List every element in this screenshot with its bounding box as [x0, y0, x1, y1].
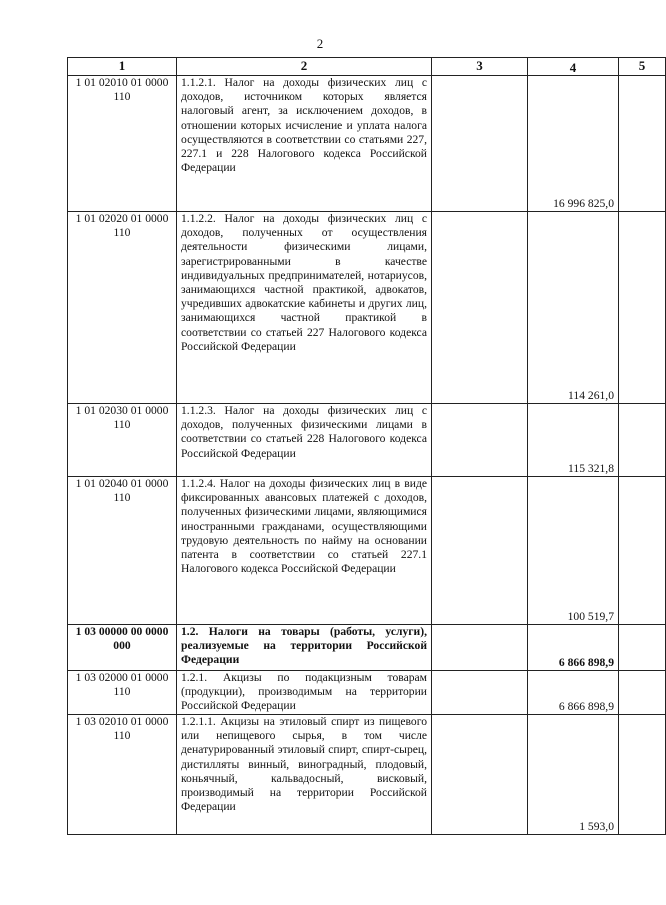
row-col3 — [432, 671, 528, 715]
row-amount: 16 996 825,0 — [528, 76, 619, 212]
row-code: 1 01 02040 01 0000 110 — [68, 477, 177, 625]
row-code: 1 03 02000 01 0000 110 — [68, 671, 177, 715]
budget-table — [67, 57, 666, 835]
row-amount: 6 866 898,9 — [528, 671, 619, 715]
header-col-2: 2 — [177, 58, 432, 76]
header-col-4: 4 — [528, 58, 619, 76]
table-row — [68, 671, 666, 715]
row-col5 — [619, 404, 666, 477]
row-col5 — [619, 477, 666, 625]
row-code: 1 01 02010 01 0000 110 — [68, 76, 177, 212]
row-description: 1.1.2.2. Налог на доходы физических лиц с доходов, полученных от осуществления деятельности физическими лицами, зарегистрированными в качестве индивидуальных предпринимателей, нотариусов, занимающихся частной практикой, адвокатов, учредивших адвокатские кабинеты и других лиц, занимающихся частной практикой в соответствии со статьей 227 Налогового кодекса Российской Федерации — [177, 212, 432, 404]
table-row — [68, 404, 666, 477]
row-col3 — [432, 404, 528, 477]
row-amount: 1 593,0 — [528, 715, 619, 835]
row-description: 1.1.2.1. Налог на доходы физических лиц с доходов, источником которых является налоговый агент, за исключением доходов, в отношении которых исчисление и уплата налога осуществляются в соответствии со статьями 227, 227.1 и 228 Налогового кодекса Российской Федерации — [177, 76, 432, 212]
row-description: 1.2.1.1. Акцизы на этиловый спирт из пищевого или непищевого сырья, в том числе денатурированный этиловый спирт, спирт-сырец, дистилляты винный, виноградный, плодовый, коньячный, кальвадосный, висковый, производимый на территории Российской Федерации — [177, 715, 432, 835]
row-col5 — [619, 76, 666, 212]
row-col3 — [432, 212, 528, 404]
row-amount: 114 261,0 — [528, 212, 619, 404]
row-col5 — [619, 715, 666, 835]
row-description: 1.1.2.4. Налог на доходы физических лиц в виде фиксированных авансовых платежей с доходов, полученных физическими лицами, являющимися иностранными гражданами, осуществляющими трудовую деятельность по найму на основании патента в соответствии со статьей 227.1 Налогового кодекса Российской Федерации — [177, 477, 432, 625]
table-row — [68, 76, 666, 212]
row-col3 — [432, 715, 528, 835]
row-code: 1 01 02020 01 0000 110 — [68, 212, 177, 404]
row-amount: 115 321,8 — [528, 404, 619, 477]
row-code: 1 03 00000 00 0000 000 — [68, 625, 177, 671]
table-row — [68, 477, 666, 625]
row-col3 — [432, 625, 528, 671]
page-number: 2 — [316, 36, 324, 51]
row-col5 — [619, 625, 666, 671]
row-col3 — [432, 477, 528, 625]
row-description: 1.2. Налоги на товары (работы, услуги), реализуемые на территории Российской Федерации — [177, 625, 432, 671]
header-col-1: 1 — [68, 58, 177, 76]
row-amount: 100 519,7 — [528, 477, 619, 625]
table-row — [68, 715, 666, 835]
row-col5 — [619, 212, 666, 404]
row-amount: 6 866 898,9 — [528, 625, 619, 671]
row-code: 1 01 02030 01 0000 110 — [68, 404, 177, 477]
row-col5 — [619, 671, 666, 715]
row-description: 1.1.2.3. Налог на доходы физических лиц с доходов, полученных физическими лицами в соответствии со статьей 228 Налогового кодекса Российской Федерации — [177, 404, 432, 477]
table-row — [68, 212, 666, 404]
row-col3 — [432, 76, 528, 212]
header-row — [68, 58, 666, 76]
table-row — [68, 625, 666, 671]
header-col-3: 3 — [432, 58, 528, 76]
row-description: 1.2.1. Акцизы по подакцизным товарам (продукции), производимым на территории Российской Федерации — [177, 671, 432, 715]
row-code: 1 03 02010 01 0000 110 — [68, 715, 177, 835]
header-col-5: 5 — [619, 58, 666, 76]
